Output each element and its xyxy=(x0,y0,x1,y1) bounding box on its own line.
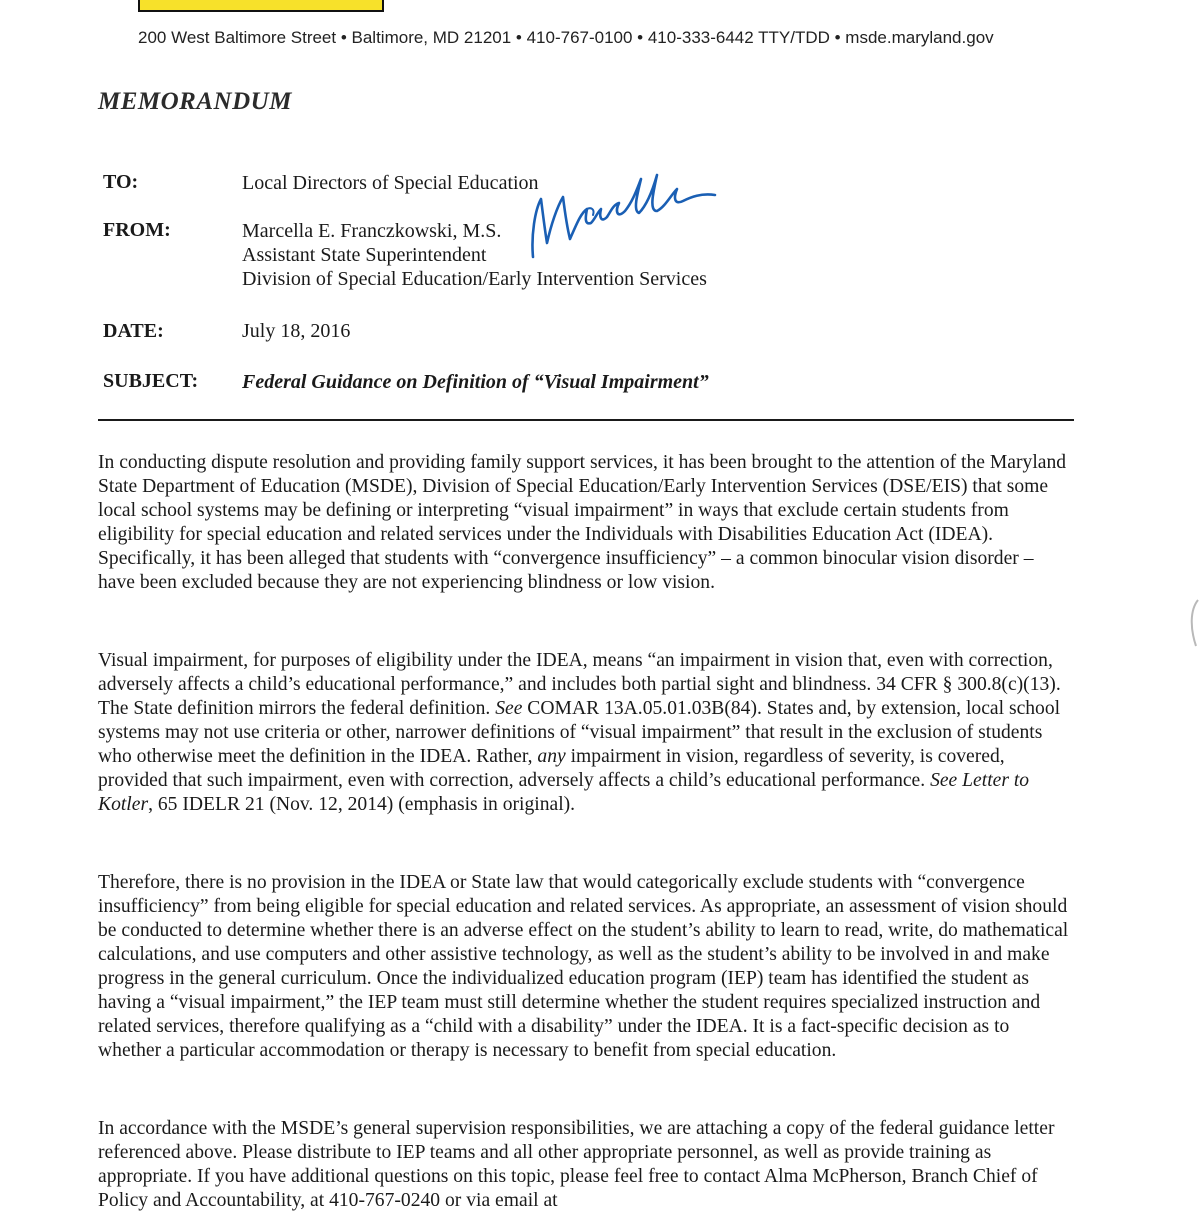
to-label: TO: xyxy=(103,171,139,193)
paragraph-1: In conducting dispute resolution and providing family support services, it has been brought to the attention of the Maryland State Department of Education (MSDE), Division of Special Education/Early Intervention Services (DSE/EIS) that some local school systems may be defining or interpreting “visual impairment” in ways that exclude certain students from eligibility for special education and related services under the Individuals with Disabilities Education Act (IDEA). Specifically, it has been alleged that students with “convergence insufficiency” – a common binocular vision disorder – have been excluded because they are not experiencing blindness or low vision. xyxy=(98,452,1067,593)
date-value: July 18, 2016 xyxy=(242,320,351,342)
from-label: FROM: xyxy=(103,219,171,241)
paragraph-4: In accordance with the MSDE’s general supervision responsibilities, we are attaching a copy of the federal guidance letter referenced above. Please distribute to IEP teams and all other appropriate personnel, as well as provide training as appropriate. If you have additional questions on this topic, please feel free to contact Alma McPherson, Branch Chief of Policy and Accountability, at 410-767-0240 or via email at xyxy=(98,1118,1055,1211)
p2-see-2: See Letter to Kotler xyxy=(98,770,1030,815)
paragraph-2 xyxy=(98,649,1073,817)
p2-see-1: See xyxy=(495,698,523,719)
signature-image xyxy=(515,165,725,265)
from-title: Assistant State Superintendent xyxy=(242,244,487,266)
p2-text-1: Visual impairment, for purposes of eligibility under the IDEA, means “an impairment in vision that, even with correction, adversely affects a child’s educational performance,” and includes both partial sight and blindness. 34 CFR § 300.8(c)(13). The State definition mirrors the federal definition. xyxy=(98,650,1061,719)
from-name: Marcella E. Franczkowski, M.S. xyxy=(242,220,502,242)
p2-any: any xyxy=(537,746,566,767)
memo-title: MEMORANDUM xyxy=(98,88,292,115)
scan-edge-mark xyxy=(1186,598,1200,648)
date-label: DATE: xyxy=(103,320,164,342)
p2-text-3: impairment in vision, regardless of severity, is covered, provided that such impairment, even with correction, adversely affects a child’s educational performance. xyxy=(98,746,1005,791)
to-value: Local Directors of Special Education xyxy=(242,172,539,194)
header-divider xyxy=(98,419,1074,421)
signature-stroke xyxy=(532,175,715,257)
p2-text-4: , 65 IDELR 21 (Nov. 12, 2014) (emphasis in original). xyxy=(148,794,576,815)
letterhead-address: 200 West Baltimore Street • Baltimore, MD 21201 • 410-767-0100 • 410-333-6442 TTY/TDD • msde.maryland.gov xyxy=(138,28,994,47)
from-division: Division of Special Education/Early Intervention Services xyxy=(242,268,707,290)
p2-text-2: COMAR 13A.05.01.03B(84). States and, by extension, local school systems may not use criteria or other, narrower definitions of “visual impairment” that result in the exclusion of students who otherwise meet the definition in the IDEA. Rather, xyxy=(98,698,1061,767)
subject-label: SUBJECT: xyxy=(103,370,199,392)
paragraph-3: Therefore, there is no provision in the IDEA or State law that would categorically exclude students with “convergence insufficiency” from being eligible for special education and related services. As appropriate, an assessment of vision should be conducted to determine whether there is an adverse effect on the student’s ability to learn to read, write, do mathematical calculations, and use computers and other assistive technology, as well as the student’s ability to be involved in and make progress in the general curriculum. Once the individualized education program (IEP) team has identified the student as having a “visual impairment,” the IEP team must still determine whether the student requires specialized instruction and related services, therefore qualifying as a “child with a disability” under the IDEA. It is a fact-specific decision as to whether a particular accommodation or therapy is necessary to benefit from special education. xyxy=(98,872,1069,1061)
logo-banner xyxy=(138,0,384,12)
subject-value: Federal Guidance on Definition of “Visual Impairment” xyxy=(242,371,709,393)
